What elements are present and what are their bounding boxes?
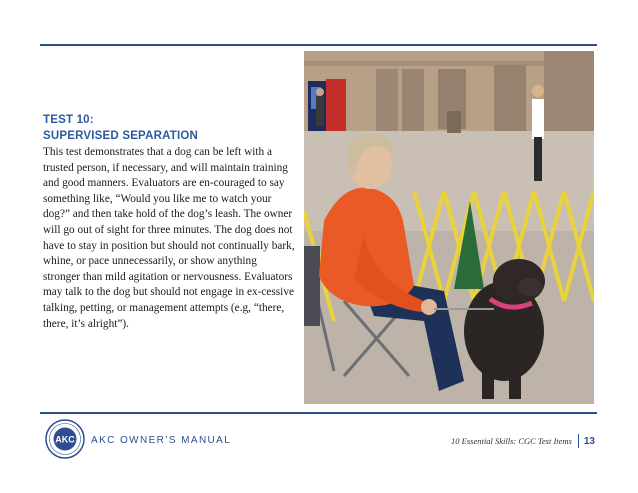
door-1: [376, 69, 398, 131]
footer-subtitle: 10 Essential Skills: CGC Test Items: [451, 436, 572, 446]
distant-person-1: [316, 96, 324, 126]
trash-can: [447, 111, 461, 133]
woman-hands: [421, 299, 437, 315]
distant-head-1: [316, 88, 324, 96]
section-label: TEST 10:: [43, 114, 94, 126]
distant-legs-2: [534, 137, 542, 181]
vending-machine-red: [326, 79, 346, 131]
dog-muzzle: [518, 278, 542, 296]
door-4: [494, 65, 526, 131]
dog-leg-1: [482, 361, 494, 399]
section-body: This test demonstrates that a dog can be left with a trusted person, if necessary, and will maintain training and good manners. Evaluators are en-couraged to say something like, “Would you like me to watch your dog?” and then take hold of the dog’s leash. The owner will go out of sight for three minutes. The dog does not have to stay in position but should not continually bark, whine, or pace unnecessarily, or show anything stronger than mild agitation or nervousness. Evaluators may talk to the dog but should not engage in ex-cessive talking, petting, or management attempts (e.g, “there, there, it’s alright”).: [43, 146, 295, 330]
bottom-rule: [40, 412, 597, 414]
distant-head-2: [532, 85, 544, 97]
seal-logo-text: AKC: [55, 434, 75, 445]
footer-separator: [578, 434, 579, 448]
chair-back: [304, 246, 320, 326]
footer-right: [451, 433, 595, 449]
top-rule: [40, 44, 597, 46]
page-number: 13: [583, 435, 595, 447]
door-2: [402, 69, 424, 131]
footer-manual-title: AKC OWNER’S MANUAL: [91, 435, 232, 446]
akc-seal-logo: [45, 419, 85, 459]
photo-supervised-separation: [304, 51, 594, 404]
distant-person-2: [532, 99, 544, 139]
section-title: SUPERVISED SEPARATION: [43, 130, 199, 142]
text-column: [43, 112, 295, 332]
page-footer: [0, 418, 638, 468]
dog-leg-2: [509, 361, 521, 399]
photo-illustration: [304, 51, 594, 404]
